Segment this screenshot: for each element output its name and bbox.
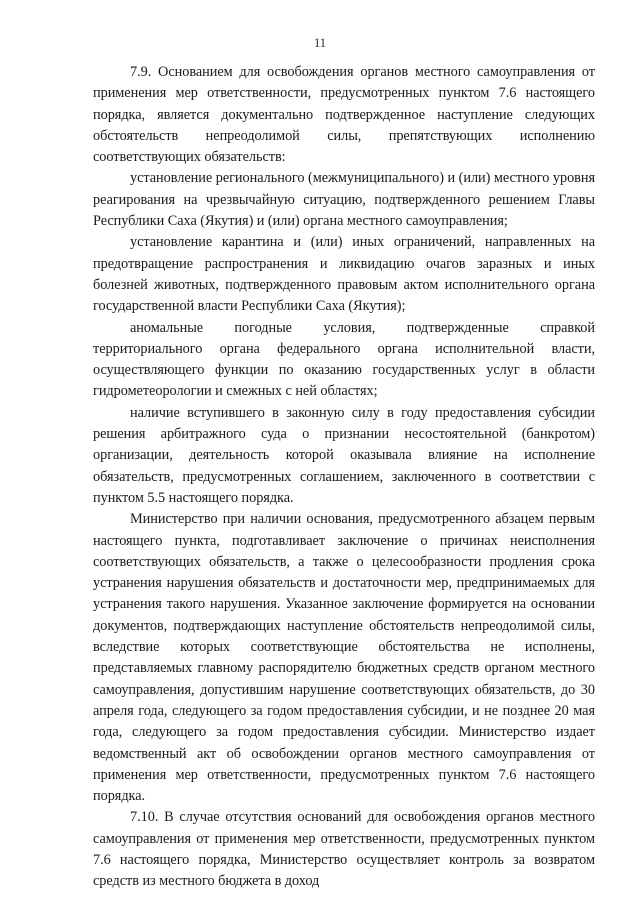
- paragraph-emergency-response: установление регионального (межмуниципального) и (или) местного уровня реагирования на чрезвычайную ситуацию, подтвержденного решением Главы Республики Саха (Якутия) и (или) органа местного самоуправления;: [93, 170, 595, 230]
- paragraph-weather-conditions: аномальные погодные условия, подтвержденные справкой территориального органа федерального органа исполнительной власти, осуществляющего функции по оказанию государственных услуг в области гидрометеорологии и смежных с ней областях;: [93, 319, 595, 400]
- paragraph-quarantine: установление карантина и (или) иных ограничений, направленных на предотвращение распространения и ликвидацию очагов заразных и иных болезней животных, подтвержденного правовым актом исполнительного органа государственной власти Республики Саха (Якутия);: [93, 234, 595, 315]
- paragraph-bankruptcy: наличие вступившего в законную силу в году предоставления субсидии решения арбитражного суда о признании несостоятельной (банкротом) организации, деятельность которой оказывала влияние на исполнение обязательств, предусмотренных соглашением, заключенного в соответствии с пунктом 5.5 настоящего порядка.: [93, 404, 595, 506]
- paragraph-7-10: 7.10. В случае отсутствия оснований для освобождения органов местного самоуправления от применения мер ответственности, предусмотренных пунктом 7.6 настоящего порядка, Министерство осуществляет контроль за возвратом средств из местного бюджета в доход: [93, 809, 595, 890]
- document-body: [93, 62, 595, 893]
- paragraph-ministry-conclusion: Министерство при наличии основания, предусмотренного абзацем первым настоящего пункта, подготавливает заключение о причинах неисполнения соответствующих обязательств, а также о целесообразности продления срока устранения нарушения обязательств и достаточности мер, предпринимаемых для устранения такого нарушения. Указанное заключение формируется на основании документов, подтверждающих наступление обстоятельств непреодолимой силы, вследствие которых соответствующие обстоятельства не исполнены, представляемых главному распорядителю бюджетных средств органом местного самоуправления, допустившим нарушение соответствующих обязательств, до 30 апреля года, следующего за годом предоставления субсидии, и не позднее 20 мая года, следующего за годом предоставления субсидии. Министерство издает ведомственный акт об освобождении органов местного самоуправления от применения мер ответственности, предусмотренных пунктом 7.6 настоящего порядка.: [93, 511, 595, 805]
- paragraph-7-9: 7.9. Основанием для освобождения органов местного самоуправления от применения мер ответственности, предусмотренных пунктом 7.6 настоящего порядка, является документально подтвержденное наступление следующих обстоятельств непреодолимой силы, препятствующих исполнению соответствующих обязательств:: [93, 64, 595, 166]
- page-number: 11: [313, 36, 327, 50]
